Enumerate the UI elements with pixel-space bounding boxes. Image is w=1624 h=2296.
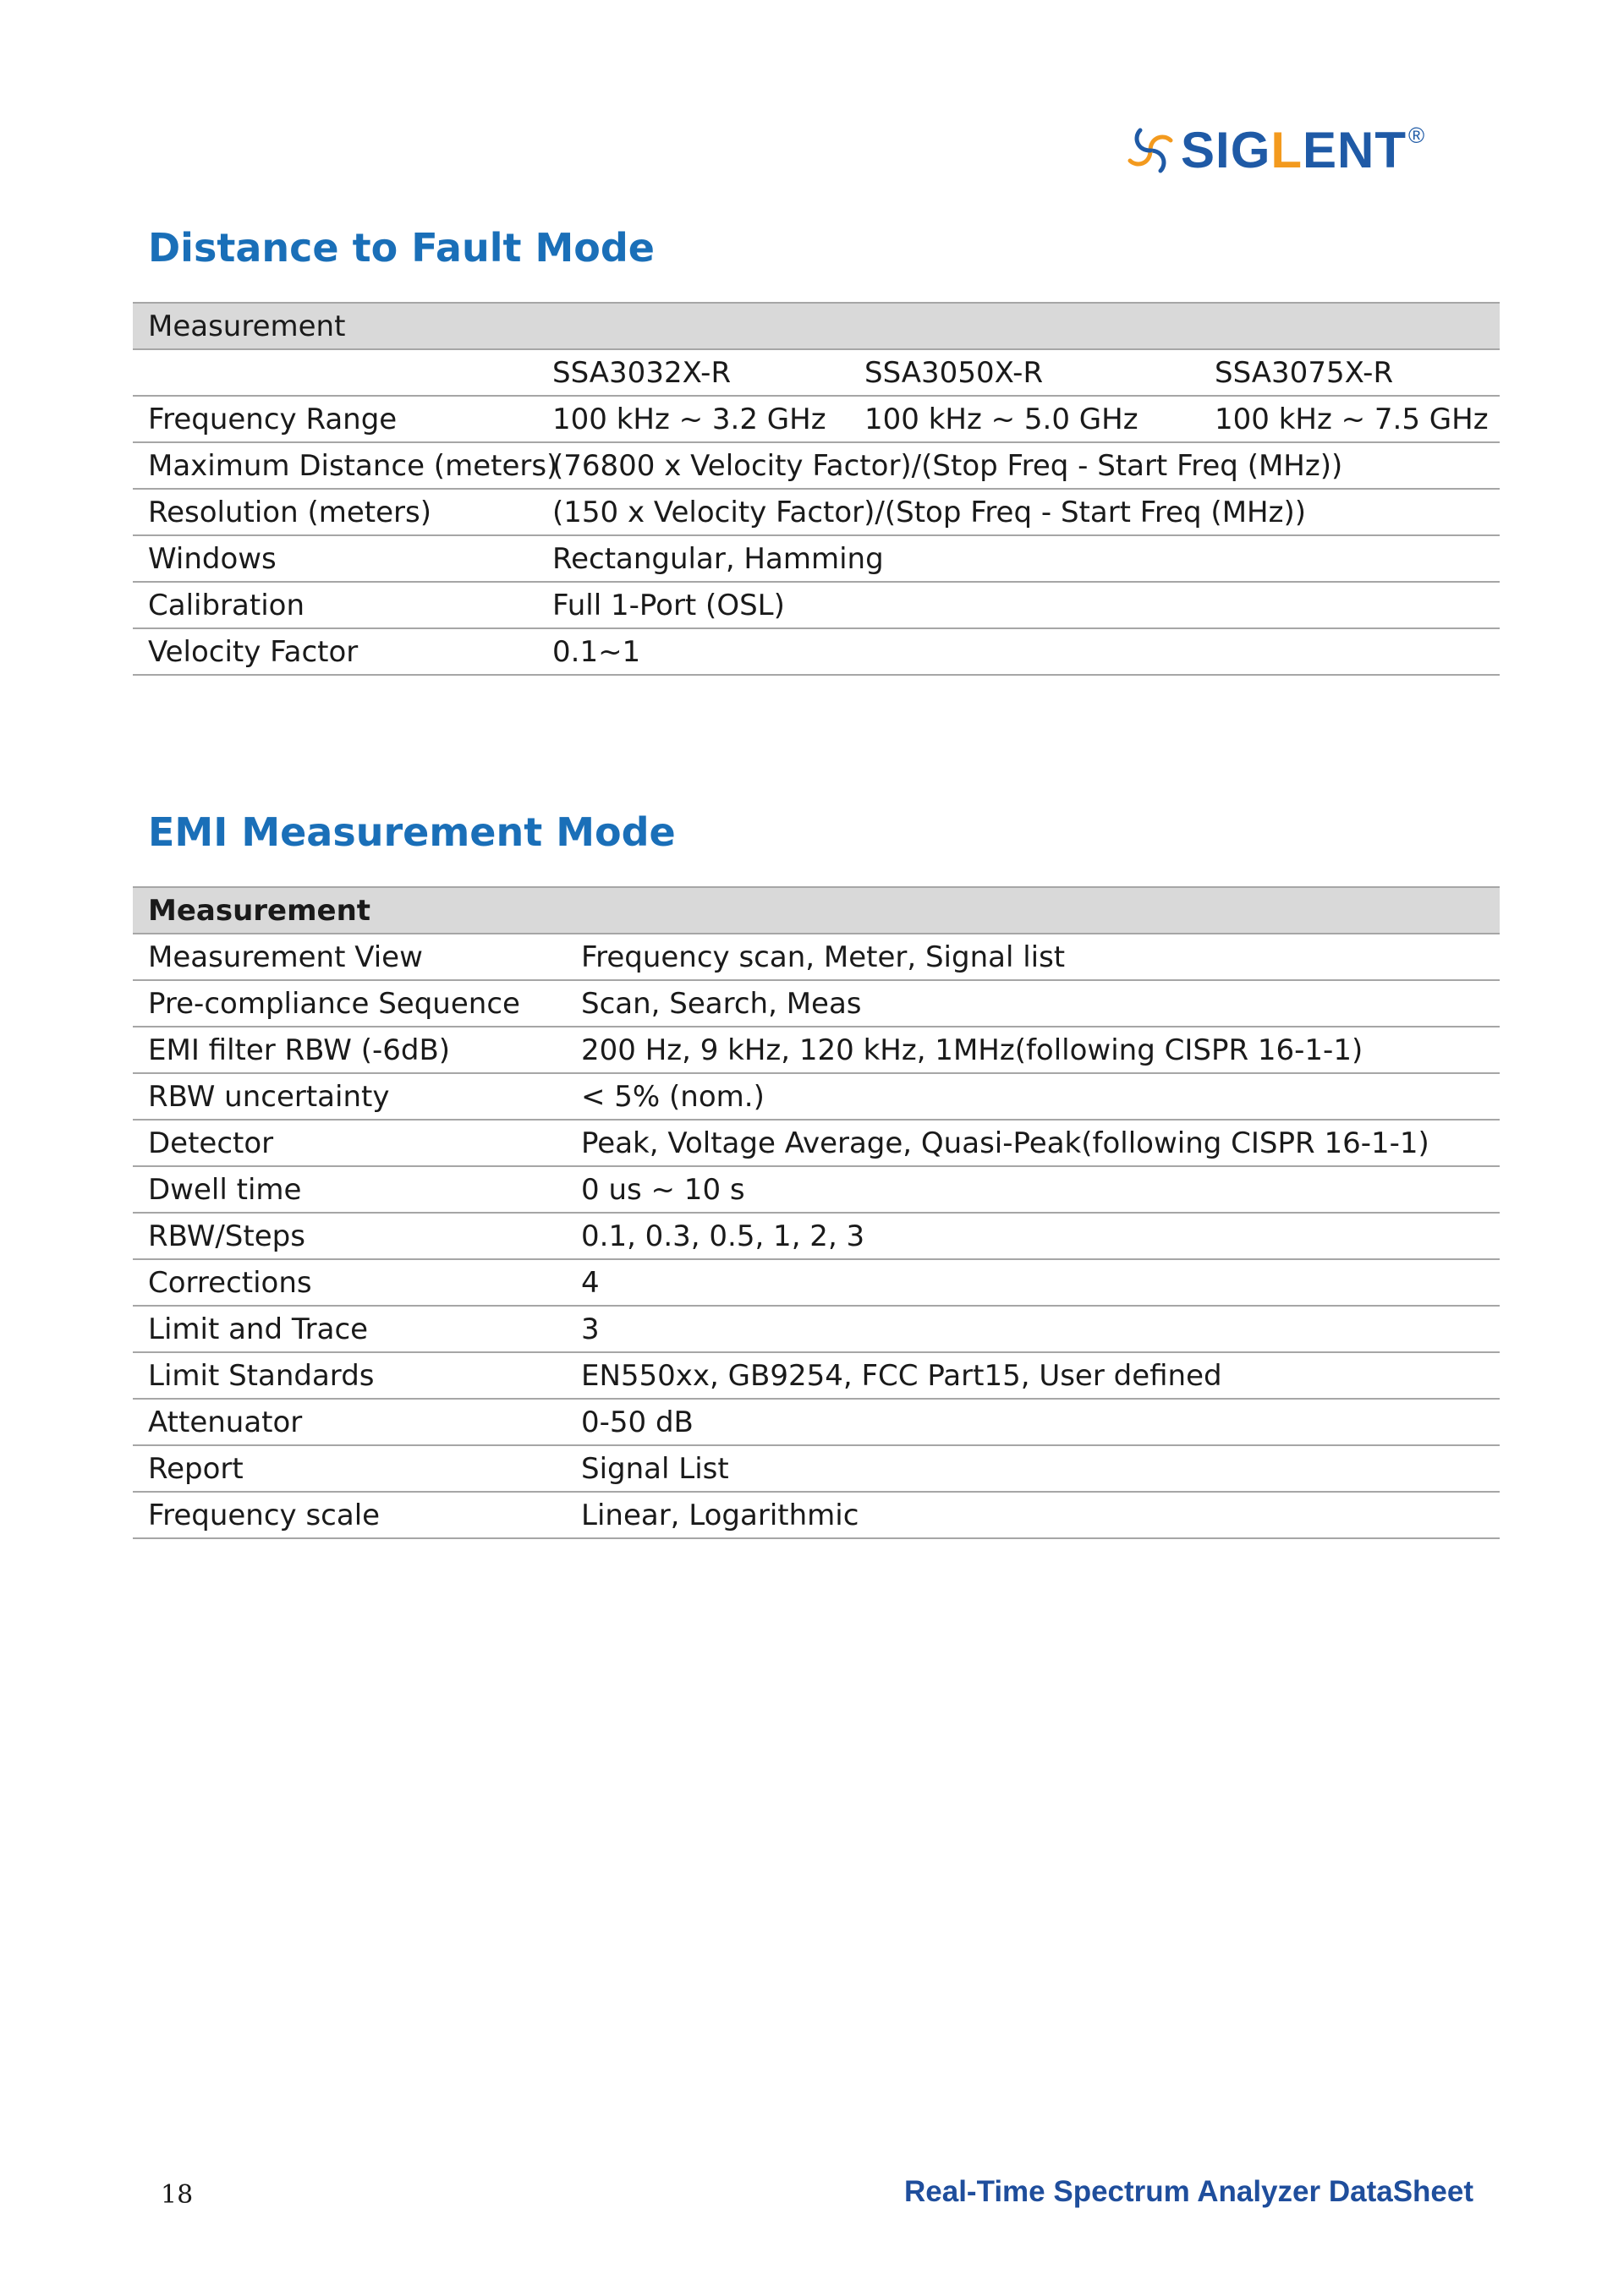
- row-label: Velocity Factor: [133, 628, 537, 675]
- row-value: 0.1~1: [537, 628, 1500, 675]
- models-row: [133, 349, 1500, 396]
- registered-mark: ®: [1408, 123, 1425, 148]
- row-value: 100 kHz ~ 7.5 GHz: [1199, 396, 1500, 442]
- table-row: [133, 1259, 1500, 1306]
- row-label: Detector: [133, 1120, 566, 1166]
- row-value: 4: [566, 1259, 1500, 1306]
- row-value: 100 kHz ~ 3.2 GHz: [537, 396, 849, 442]
- table-row: [133, 1213, 1500, 1259]
- row-value: (150 x Velocity Factor)/(Stop Freq - Start Freq (MHz)): [537, 489, 1500, 535]
- row-value: Peak, Voltage Average, Quasi-Peak(following CISPR 16-1-1): [566, 1120, 1500, 1166]
- row-value: < 5% (nom.): [566, 1073, 1500, 1120]
- measurement-header: Measurement: [133, 303, 1500, 349]
- table-row: [133, 1492, 1500, 1538]
- table-header-row: [133, 887, 1500, 934]
- table-row: [133, 1073, 1500, 1120]
- row-value: (76800 x Velocity Factor)/(Stop Freq - Start Freq (MHz)): [537, 442, 1500, 489]
- table-row: [133, 396, 1500, 442]
- row-label: Limit and Trace: [133, 1306, 566, 1352]
- row-value: Scan, Search, Meas: [566, 980, 1500, 1027]
- page-number: 18: [161, 2180, 194, 2210]
- row-label: Frequency scale: [133, 1492, 566, 1538]
- table-row: [133, 1120, 1500, 1166]
- logo-wordmark: SIGLENT: [1181, 122, 1407, 178]
- row-value: Linear, Logarithmic: [566, 1492, 1500, 1538]
- row-label: RBW/Steps: [133, 1213, 566, 1259]
- row-label: Report: [133, 1445, 566, 1492]
- row-label: Measurement View: [133, 934, 566, 980]
- row-value: 0.1, 0.3, 0.5, 1, 2, 3: [566, 1213, 1500, 1259]
- row-label: Frequency Range: [133, 396, 537, 442]
- row-label: Corrections: [133, 1259, 566, 1306]
- row-label: Pre-compliance Sequence: [133, 980, 566, 1027]
- footer-doc-title: Real-Time Spectrum Analyzer DataSheet: [903, 2175, 1473, 2208]
- row-label: Resolution (meters): [133, 489, 537, 535]
- row-value: Full 1-Port (OSL): [537, 582, 1500, 628]
- row-label: Windows: [133, 535, 537, 582]
- table-row: [133, 980, 1500, 1027]
- row-value: 200 Hz, 9 kHz, 120 kHz, 1MHz(following CISPR 16-1-1): [566, 1027, 1500, 1073]
- table-row: [133, 489, 1500, 535]
- siglent-logo: [1125, 121, 1424, 180]
- row-value: Signal List: [566, 1445, 1500, 1492]
- table-row: [133, 582, 1500, 628]
- dtf-spec-table: [133, 302, 1500, 676]
- row-value: Frequency scan, Meter, Signal list: [566, 934, 1500, 980]
- table-row: [133, 1306, 1500, 1352]
- row-label: Limit Standards: [133, 1352, 566, 1399]
- table-row: [133, 442, 1500, 489]
- emi-spec-table: [133, 886, 1500, 1539]
- table-row: [133, 1399, 1500, 1445]
- row-label: Calibration: [133, 582, 537, 628]
- emi-section-title: EMI Measurement Mode: [148, 809, 676, 855]
- model-ssa3050x-r: SSA3050X-R: [849, 349, 1199, 396]
- model-ssa3075x-r: SSA3075X-R: [1199, 349, 1500, 396]
- row-value: 0-50 dB: [566, 1399, 1500, 1445]
- row-label: RBW uncertainty: [133, 1073, 566, 1120]
- table-row: [133, 1027, 1500, 1073]
- model-ssa3032x-r: SSA3032X-R: [537, 349, 849, 396]
- table-header-row: [133, 303, 1500, 349]
- table-row: [133, 1352, 1500, 1399]
- row-value: 3: [566, 1306, 1500, 1352]
- row-value: 100 kHz ~ 5.0 GHz: [849, 396, 1199, 442]
- table-row: [133, 628, 1500, 675]
- row-label: EMI filter RBW (-6dB): [133, 1027, 566, 1073]
- row-value: 0 us ~ 10 s: [566, 1166, 1500, 1213]
- table-row: [133, 934, 1500, 980]
- table-row: [133, 535, 1500, 582]
- row-label: Maximum Distance (meters): [133, 442, 537, 489]
- row-label: Dwell time: [133, 1166, 566, 1213]
- row-value: Rectangular, Hamming: [537, 535, 1500, 582]
- table-row: [133, 1166, 1500, 1213]
- table-row: [133, 1445, 1500, 1492]
- row-label: Attenuator: [133, 1399, 566, 1445]
- siglent-swirl-icon: [1125, 125, 1176, 176]
- dtf-section-title: Distance to Fault Mode: [148, 225, 655, 271]
- measurement-header: Measurement: [133, 887, 1500, 934]
- row-value: EN550xx, GB9254, FCC Part15, User defined: [566, 1352, 1500, 1399]
